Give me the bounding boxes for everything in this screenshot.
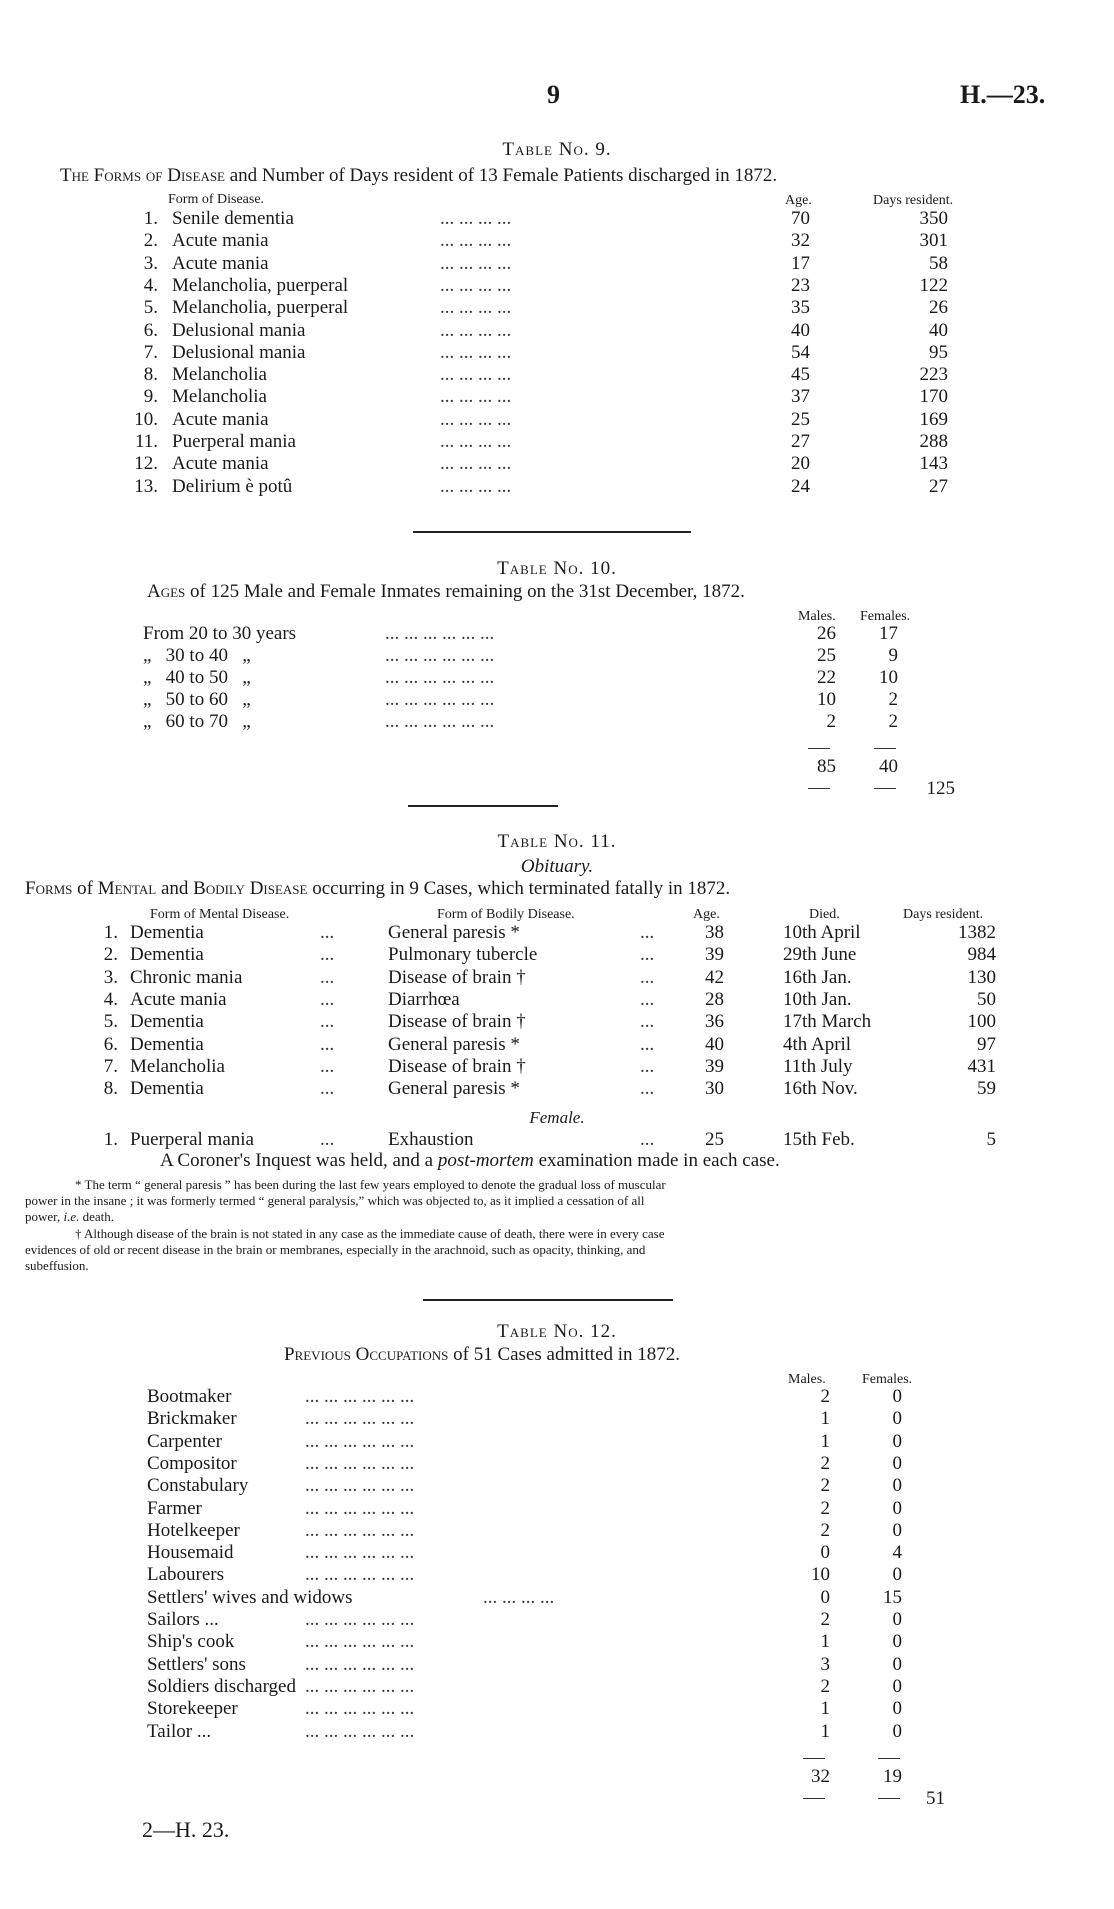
males-count: 10: [817, 689, 836, 710]
leader-dots: ... ... ... ... ... ...: [305, 1452, 415, 1474]
table10-grand-total: 125: [926, 778, 955, 799]
disease-form: Melancholia: [172, 386, 267, 408]
leader-dots: ... ... ... ... ... ...: [305, 1631, 415, 1653]
table9-col-age: Age.: [785, 193, 812, 208]
age-range: „ 60 to 70 „: [143, 711, 251, 732]
total-rule-females: [878, 1798, 900, 1799]
patient-age: 54: [791, 341, 810, 363]
days-resident: 170: [919, 386, 948, 408]
leader-dots: ... ... ... ... ... ...: [305, 1430, 415, 1452]
table12-total-females: 19: [883, 1766, 902, 1787]
leader-dots: ...: [640, 1011, 655, 1033]
age-at-death: 40: [705, 1033, 724, 1055]
leader-dots: ... ... ... ...: [440, 274, 512, 296]
occupation: Hotelkeeper: [147, 1519, 240, 1541]
table11-caption-of: of: [77, 878, 93, 899]
patient-age: 45: [791, 364, 810, 386]
occupation: Sailors ...: [147, 1609, 219, 1630]
table12-grand-total: 51: [926, 1788, 945, 1809]
bodily-disease: Pulmonary tubercle: [388, 944, 538, 966]
days-resident: 97: [977, 1033, 996, 1055]
row-number: 4.: [143, 274, 158, 296]
males-count: 1: [820, 1720, 830, 1742]
males-count: 1: [820, 1408, 830, 1430]
females-count: 0: [892, 1609, 902, 1630]
footnote-general-paresis: [25, 1177, 1035, 1225]
patient-age: 35: [791, 297, 810, 319]
occupation: Housemaid: [147, 1542, 234, 1564]
age-at-death: 39: [705, 944, 724, 966]
age-at-death: 36: [705, 1011, 724, 1033]
age-at-death: 28: [705, 988, 724, 1010]
occupation: Compositor: [147, 1452, 237, 1474]
males-count: 2: [826, 711, 836, 732]
patient-age: 23: [791, 274, 810, 296]
females-count: 0: [892, 1519, 902, 1541]
males-count: 22: [817, 667, 836, 688]
row-number: 3.: [103, 966, 118, 988]
table11-caption-mental: Mental: [97, 878, 157, 899]
bodily-disease: Disease of brain †: [388, 966, 526, 988]
row-number: 3.: [143, 252, 158, 274]
days-resident: 1382: [958, 922, 996, 943]
row-number: 7.: [103, 1055, 118, 1077]
row-number: 1.: [143, 208, 158, 229]
table11-caption-and: and: [160, 878, 189, 899]
leader-dots: ... ... ... ...: [440, 297, 512, 319]
age-at-death: 25: [705, 1129, 724, 1150]
leader-dots: ... ... ... ... ... ...: [305, 1564, 415, 1586]
days-resident: 350: [919, 208, 948, 229]
leader-dots: ... ... ... ... ... ...: [305, 1408, 415, 1430]
bodily-disease: Diarrhœa: [388, 988, 460, 1010]
patient-age: 40: [791, 319, 810, 341]
inquest-note: [160, 1150, 780, 1172]
row-number: 8.: [143, 364, 158, 386]
date-died: 11th July: [783, 1055, 853, 1077]
table9-caption-rest: and Number of Days resident of 13 Female Patients discharged in 1872.: [229, 165, 778, 186]
table10-total-males: 85: [817, 756, 836, 777]
table12-caption-smallcaps: Previous Occupations: [284, 1344, 449, 1365]
occupation: Bootmaker: [147, 1386, 232, 1407]
days-resident: 431: [967, 1055, 996, 1077]
females-count: 17: [879, 623, 898, 644]
table11-female-heading: Female.: [529, 1108, 585, 1127]
row-number: 11.: [134, 431, 158, 452]
inquest-text-1: A Coroner's Inquest was held, and a: [160, 1150, 438, 1171]
days-resident: 58: [929, 252, 948, 274]
leader-dots: ... ... ... ... ... ...: [305, 1653, 415, 1675]
disease-form: Melancholia, puerperal: [172, 297, 349, 319]
table12-caption: [284, 1344, 680, 1366]
leader-dots: ...: [640, 1078, 655, 1100]
leader-dots: ... ... ... ...: [483, 1586, 555, 1608]
days-resident: 301: [919, 230, 948, 252]
table12-title: Table No. 12.: [497, 1321, 617, 1342]
mental-disease: Dementia: [130, 944, 204, 966]
occupation: Ship's cook: [147, 1631, 235, 1653]
leader-dots: ... ... ... ... ... ...: [305, 1609, 415, 1630]
days-resident: 95: [929, 341, 948, 363]
leader-dots: ... ... ... ...: [440, 453, 512, 475]
females-count: 0: [892, 1386, 902, 1407]
row-number: 5.: [143, 297, 158, 319]
occupation: Brickmaker: [147, 1408, 237, 1430]
leader-dots: ... ... ... ...: [440, 431, 512, 452]
patient-age: 24: [791, 475, 810, 497]
leader-dots: ... ... ... ...: [440, 408, 512, 430]
days-resident: 223: [919, 364, 948, 386]
table12-caption-rest: of 51 Cases admitted in 1872.: [453, 1344, 681, 1365]
days-resident: 288: [919, 431, 948, 452]
disease-form: Acute mania: [172, 230, 269, 252]
table9-caption-smallcaps: The Forms of Disease: [60, 165, 225, 186]
row-number: 4.: [103, 988, 118, 1010]
age-at-death: 39: [705, 1055, 724, 1077]
disease-form: Acute mania: [172, 408, 269, 430]
occupation: Labourers: [147, 1564, 225, 1586]
total-rule-males: [803, 1798, 825, 1799]
mental-disease: Dementia: [130, 1078, 204, 1100]
days-resident: 169: [919, 408, 948, 430]
leader-dots: ...: [320, 966, 335, 988]
females-count: 0: [892, 1430, 902, 1452]
males-count: 2: [820, 1497, 830, 1519]
inquest-text-2: examination made in each case.: [533, 1150, 780, 1171]
leader-dots: ... ... ... ... ... ...: [385, 623, 495, 644]
leader-dots: ... ... ... ... ... ...: [305, 1720, 415, 1742]
leader-dots: ... ... ... ...: [440, 386, 512, 408]
disease-form: Acute mania: [172, 453, 269, 475]
table10-caption: [147, 581, 745, 603]
table9-caption: [60, 165, 777, 187]
leader-dots: ...: [320, 1129, 335, 1150]
leader-dots: ...: [320, 988, 335, 1010]
disease-form: Delusional mania: [172, 319, 306, 341]
table10-col-males: Males.: [798, 609, 836, 624]
occupation: Settlers' sons: [147, 1653, 246, 1675]
disease-form: Delusional mania: [172, 341, 306, 363]
row-number: 12.: [134, 453, 158, 475]
footnote1-line3-pre: power,: [25, 1209, 64, 1224]
mental-disease: Dementia: [130, 922, 204, 943]
table9-col-days: Days resident.: [873, 193, 954, 208]
females-count: 2: [888, 689, 898, 710]
females-count: 10: [879, 667, 898, 688]
bodily-disease: Disease of brain †: [388, 1011, 526, 1033]
footnote1-line3-italic: i.e.: [63, 1209, 80, 1224]
leader-dots: ...: [640, 1055, 655, 1077]
separator-rule: [413, 531, 691, 533]
leader-dots: ...: [320, 1033, 335, 1055]
leader-dots: ...: [640, 1033, 655, 1055]
mental-disease: Chronic mania: [130, 966, 243, 988]
leader-dots: ...: [320, 1055, 335, 1077]
disease-form: Melancholia: [172, 364, 267, 386]
mental-disease: Dementia: [130, 1011, 204, 1033]
occupation: Farmer: [147, 1497, 202, 1519]
table11-col-bodily: Form of Bodily Disease.: [437, 907, 575, 922]
table11-col-age: Age.: [693, 907, 720, 922]
females-count: 4: [892, 1542, 902, 1564]
separator-rule: [423, 1299, 673, 1301]
days-resident: 50: [977, 988, 996, 1010]
disease-form: Delirium è potû: [172, 475, 293, 497]
table10-total-females: 40: [879, 756, 898, 777]
document-reference: H.—23.: [960, 80, 1046, 109]
row-number: 10.: [134, 408, 158, 430]
table9-col-form: Form of Disease.: [168, 192, 265, 207]
row-number: 8.: [103, 1078, 118, 1100]
row-number: 9.: [143, 386, 158, 408]
females-count: 0: [892, 1720, 902, 1742]
total-rule-females: [874, 788, 896, 789]
table11-col-mental: Form of Mental Disease.: [150, 907, 290, 922]
females-count: 0: [892, 1653, 902, 1675]
bodily-disease: General paresis *: [388, 1033, 520, 1055]
footnote2-line2: evidences of old or recent disease in the brain or membranes, especially in the arachnoid, such as opacity, thinking, and: [25, 1242, 646, 1257]
leader-dots: ... ... ... ...: [440, 208, 512, 229]
leader-dots: ...: [640, 1129, 655, 1150]
page-number: 9: [547, 80, 560, 109]
males-count: 10: [811, 1564, 830, 1586]
footnote1-line1: * The term “ general paresis ” has been during the last few years employed to denote the gradual loss of muscular: [75, 1177, 666, 1192]
leader-dots: ...: [640, 966, 655, 988]
subtotal-rule-females: [878, 1758, 900, 1759]
leader-dots: ...: [640, 922, 655, 943]
leader-dots: ... ... ... ... ... ...: [385, 645, 495, 666]
females-count: 0: [892, 1698, 902, 1720]
days-resident: 143: [919, 453, 948, 475]
days-resident: 40: [929, 319, 948, 341]
row-number: 13.: [134, 475, 158, 497]
date-died: 15th Feb.: [783, 1129, 855, 1150]
table12-total-males: 32: [811, 1766, 830, 1787]
mental-disease: Dementia: [130, 1033, 204, 1055]
disease-form: Melancholia, puerperal: [172, 274, 349, 296]
footer-signature: 2—H. 23.: [142, 1817, 230, 1842]
bodily-disease: Disease of brain †: [388, 1055, 526, 1077]
table11-caption-rest: occurring in 9 Cases, which terminated fatally in 1872.: [312, 878, 731, 899]
occupation: Carpenter: [147, 1430, 222, 1452]
days-resident: 984: [967, 944, 996, 966]
males-count: 2: [820, 1609, 830, 1630]
occupation: Soldiers discharged: [147, 1675, 296, 1697]
leader-dots: ... ... ... ...: [440, 364, 512, 386]
females-count: 0: [892, 1475, 902, 1497]
row-number: 1.: [103, 922, 118, 943]
row-number: 2.: [143, 230, 158, 252]
males-count: 26: [817, 623, 836, 644]
separator-rule: [408, 805, 558, 807]
leader-dots: ...: [640, 988, 655, 1010]
footnote1-line3-post: death.: [79, 1209, 115, 1224]
footnote2-line3: subeffusion.: [25, 1258, 89, 1273]
table10-caption-rest: of 125 Male and Female Inmates remaining on the 31st December, 1872.: [190, 581, 745, 602]
table10-caption-smallcaps: Ages: [147, 581, 186, 602]
occupation: Tailor ...: [147, 1720, 212, 1742]
table11-col-died: Died.: [809, 907, 840, 922]
days-resident: 130: [967, 966, 996, 988]
disease-form: Senile dementia: [172, 208, 294, 229]
table11-subtitle: Obituary.: [520, 856, 594, 877]
males-count: 2: [820, 1475, 830, 1497]
leader-dots: ...: [640, 944, 655, 966]
patient-age: 20: [791, 453, 810, 475]
leader-dots: ... ... ... ... ... ...: [305, 1475, 415, 1497]
row-number: 2.: [103, 944, 118, 966]
age-range: From 20 to 30 years: [143, 623, 297, 644]
males-count: 2: [820, 1519, 830, 1541]
days-resident: 5: [986, 1129, 996, 1150]
age-range: „ 30 to 40 „: [143, 645, 251, 666]
mental-disease: Puerperal mania: [130, 1129, 254, 1150]
patient-age: 27: [791, 431, 810, 452]
footnote1-line3: [25, 1209, 1035, 1225]
mental-disease: Melancholia: [130, 1055, 225, 1077]
males-count: 3: [820, 1653, 830, 1675]
table10-col-females: Females.: [860, 609, 911, 624]
leader-dots: ... ... ... ... ... ...: [305, 1519, 415, 1541]
footnote-brain-disease: [25, 1226, 1035, 1274]
occupation: Settlers' wives and widows: [147, 1586, 353, 1608]
males-count: 0: [820, 1586, 830, 1608]
total-rule-males: [808, 788, 830, 789]
age-at-death: 38: [705, 922, 724, 943]
males-count: 1: [820, 1430, 830, 1452]
leader-dots: ... ... ... ...: [440, 319, 512, 341]
days-resident: 100: [967, 1011, 996, 1033]
females-count: 0: [892, 1631, 902, 1653]
inquest-text-italic: post-mortem: [437, 1150, 534, 1171]
leader-dots: ... ... ... ... ... ...: [305, 1497, 415, 1519]
females-count: 0: [892, 1675, 902, 1697]
row-number: 7.: [143, 341, 158, 363]
date-died: 29th June: [783, 944, 857, 966]
leader-dots: ... ... ... ... ... ...: [385, 689, 495, 710]
patient-age: 32: [791, 230, 810, 252]
footnote2-line1: † Although disease of the brain is not stated in any case as the immediate cause of death, there were in every case: [75, 1226, 665, 1241]
males-count: 1: [820, 1698, 830, 1720]
row-number: 1.: [103, 1129, 118, 1150]
disease-form: Puerperal mania: [172, 431, 296, 452]
males-count: 2: [820, 1386, 830, 1407]
table11-col-days: Days resident.: [903, 907, 984, 922]
patient-age: 17: [791, 252, 810, 274]
leader-dots: ...: [320, 1078, 335, 1100]
bodily-disease: Exhaustion: [388, 1129, 474, 1150]
females-count: 0: [892, 1564, 902, 1586]
days-resident: 27: [929, 475, 948, 497]
table11-caption-forms: Forms: [25, 878, 73, 899]
leader-dots: ... ... ... ... ... ...: [305, 1698, 415, 1720]
age-at-death: 42: [705, 966, 724, 988]
bodily-disease: General paresis *: [388, 922, 520, 943]
date-died: 4th April: [783, 1033, 852, 1055]
leader-dots: ... ... ... ... ... ...: [385, 711, 495, 732]
subtotal-rule-females: [874, 748, 896, 749]
row-number: 6.: [143, 319, 158, 341]
leader-dots: ...: [320, 1011, 335, 1033]
patient-age: 70: [791, 208, 810, 229]
bodily-disease: General paresis *: [388, 1078, 520, 1100]
leader-dots: ... ... ... ...: [440, 341, 512, 363]
days-resident: 59: [977, 1078, 996, 1100]
table9-title: Table No. 9.: [502, 139, 612, 160]
date-died: 16th Nov.: [783, 1078, 858, 1100]
subtotal-rule-males: [808, 748, 830, 749]
males-count: 2: [820, 1452, 830, 1474]
males-count: 2: [820, 1675, 830, 1697]
table11-caption: [25, 878, 730, 900]
males-count: 1: [820, 1631, 830, 1653]
row-number: 6.: [103, 1033, 118, 1055]
males-count: 0: [820, 1542, 830, 1564]
occupation: Storekeeper: [147, 1698, 238, 1720]
days-resident: 26: [929, 297, 948, 319]
patient-age: 37: [791, 386, 810, 408]
leader-dots: ...: [320, 944, 335, 966]
disease-form: Acute mania: [172, 252, 269, 274]
leader-dots: ... ... ... ... ... ...: [385, 667, 495, 688]
age-range: „ 50 to 60 „: [143, 689, 251, 710]
table12-col-females: Females.: [862, 1372, 913, 1387]
age-range: „ 40 to 50 „: [143, 667, 251, 688]
females-count: 0: [892, 1452, 902, 1474]
subtotal-rule-males: [803, 1758, 825, 1759]
date-died: 16th Jan.: [783, 966, 852, 988]
leader-dots: ... ... ... ... ... ...: [305, 1675, 415, 1697]
leader-dots: ... ... ... ...: [440, 230, 512, 252]
table11-caption-bodily: Bodily Disease: [193, 878, 308, 899]
table11-title: Table No. 11.: [497, 831, 617, 852]
leader-dots: ... ... ... ...: [440, 252, 512, 274]
leader-dots: ... ... ... ... ... ...: [305, 1542, 415, 1564]
females-count: 15: [883, 1586, 902, 1608]
days-resident: 122: [919, 274, 948, 296]
females-count: 2: [888, 711, 898, 732]
females-count: 9: [888, 645, 898, 666]
leader-dots: ... ... ... ...: [440, 475, 512, 497]
mental-disease: Acute mania: [130, 988, 227, 1010]
footnote1-line2: power in the insane ; it was formerly termed “ general paralysis,” which was objected to, as it implied a cessation of all: [25, 1193, 645, 1208]
row-number: 5.: [103, 1011, 118, 1033]
date-died: 17th March: [783, 1011, 872, 1033]
occupation: Constabulary: [147, 1475, 249, 1497]
date-died: 10th Jan.: [783, 988, 852, 1010]
table12-col-males: Males.: [788, 1372, 826, 1387]
table10-title: Table No. 10.: [497, 558, 617, 579]
age-at-death: 30: [705, 1078, 724, 1100]
patient-age: 25: [791, 408, 810, 430]
females-count: 0: [892, 1408, 902, 1430]
leader-dots: ...: [320, 922, 335, 943]
leader-dots: ... ... ... ... ... ...: [305, 1386, 415, 1407]
males-count: 25: [817, 645, 836, 666]
females-count: 0: [892, 1497, 902, 1519]
date-died: 10th April: [783, 922, 861, 943]
